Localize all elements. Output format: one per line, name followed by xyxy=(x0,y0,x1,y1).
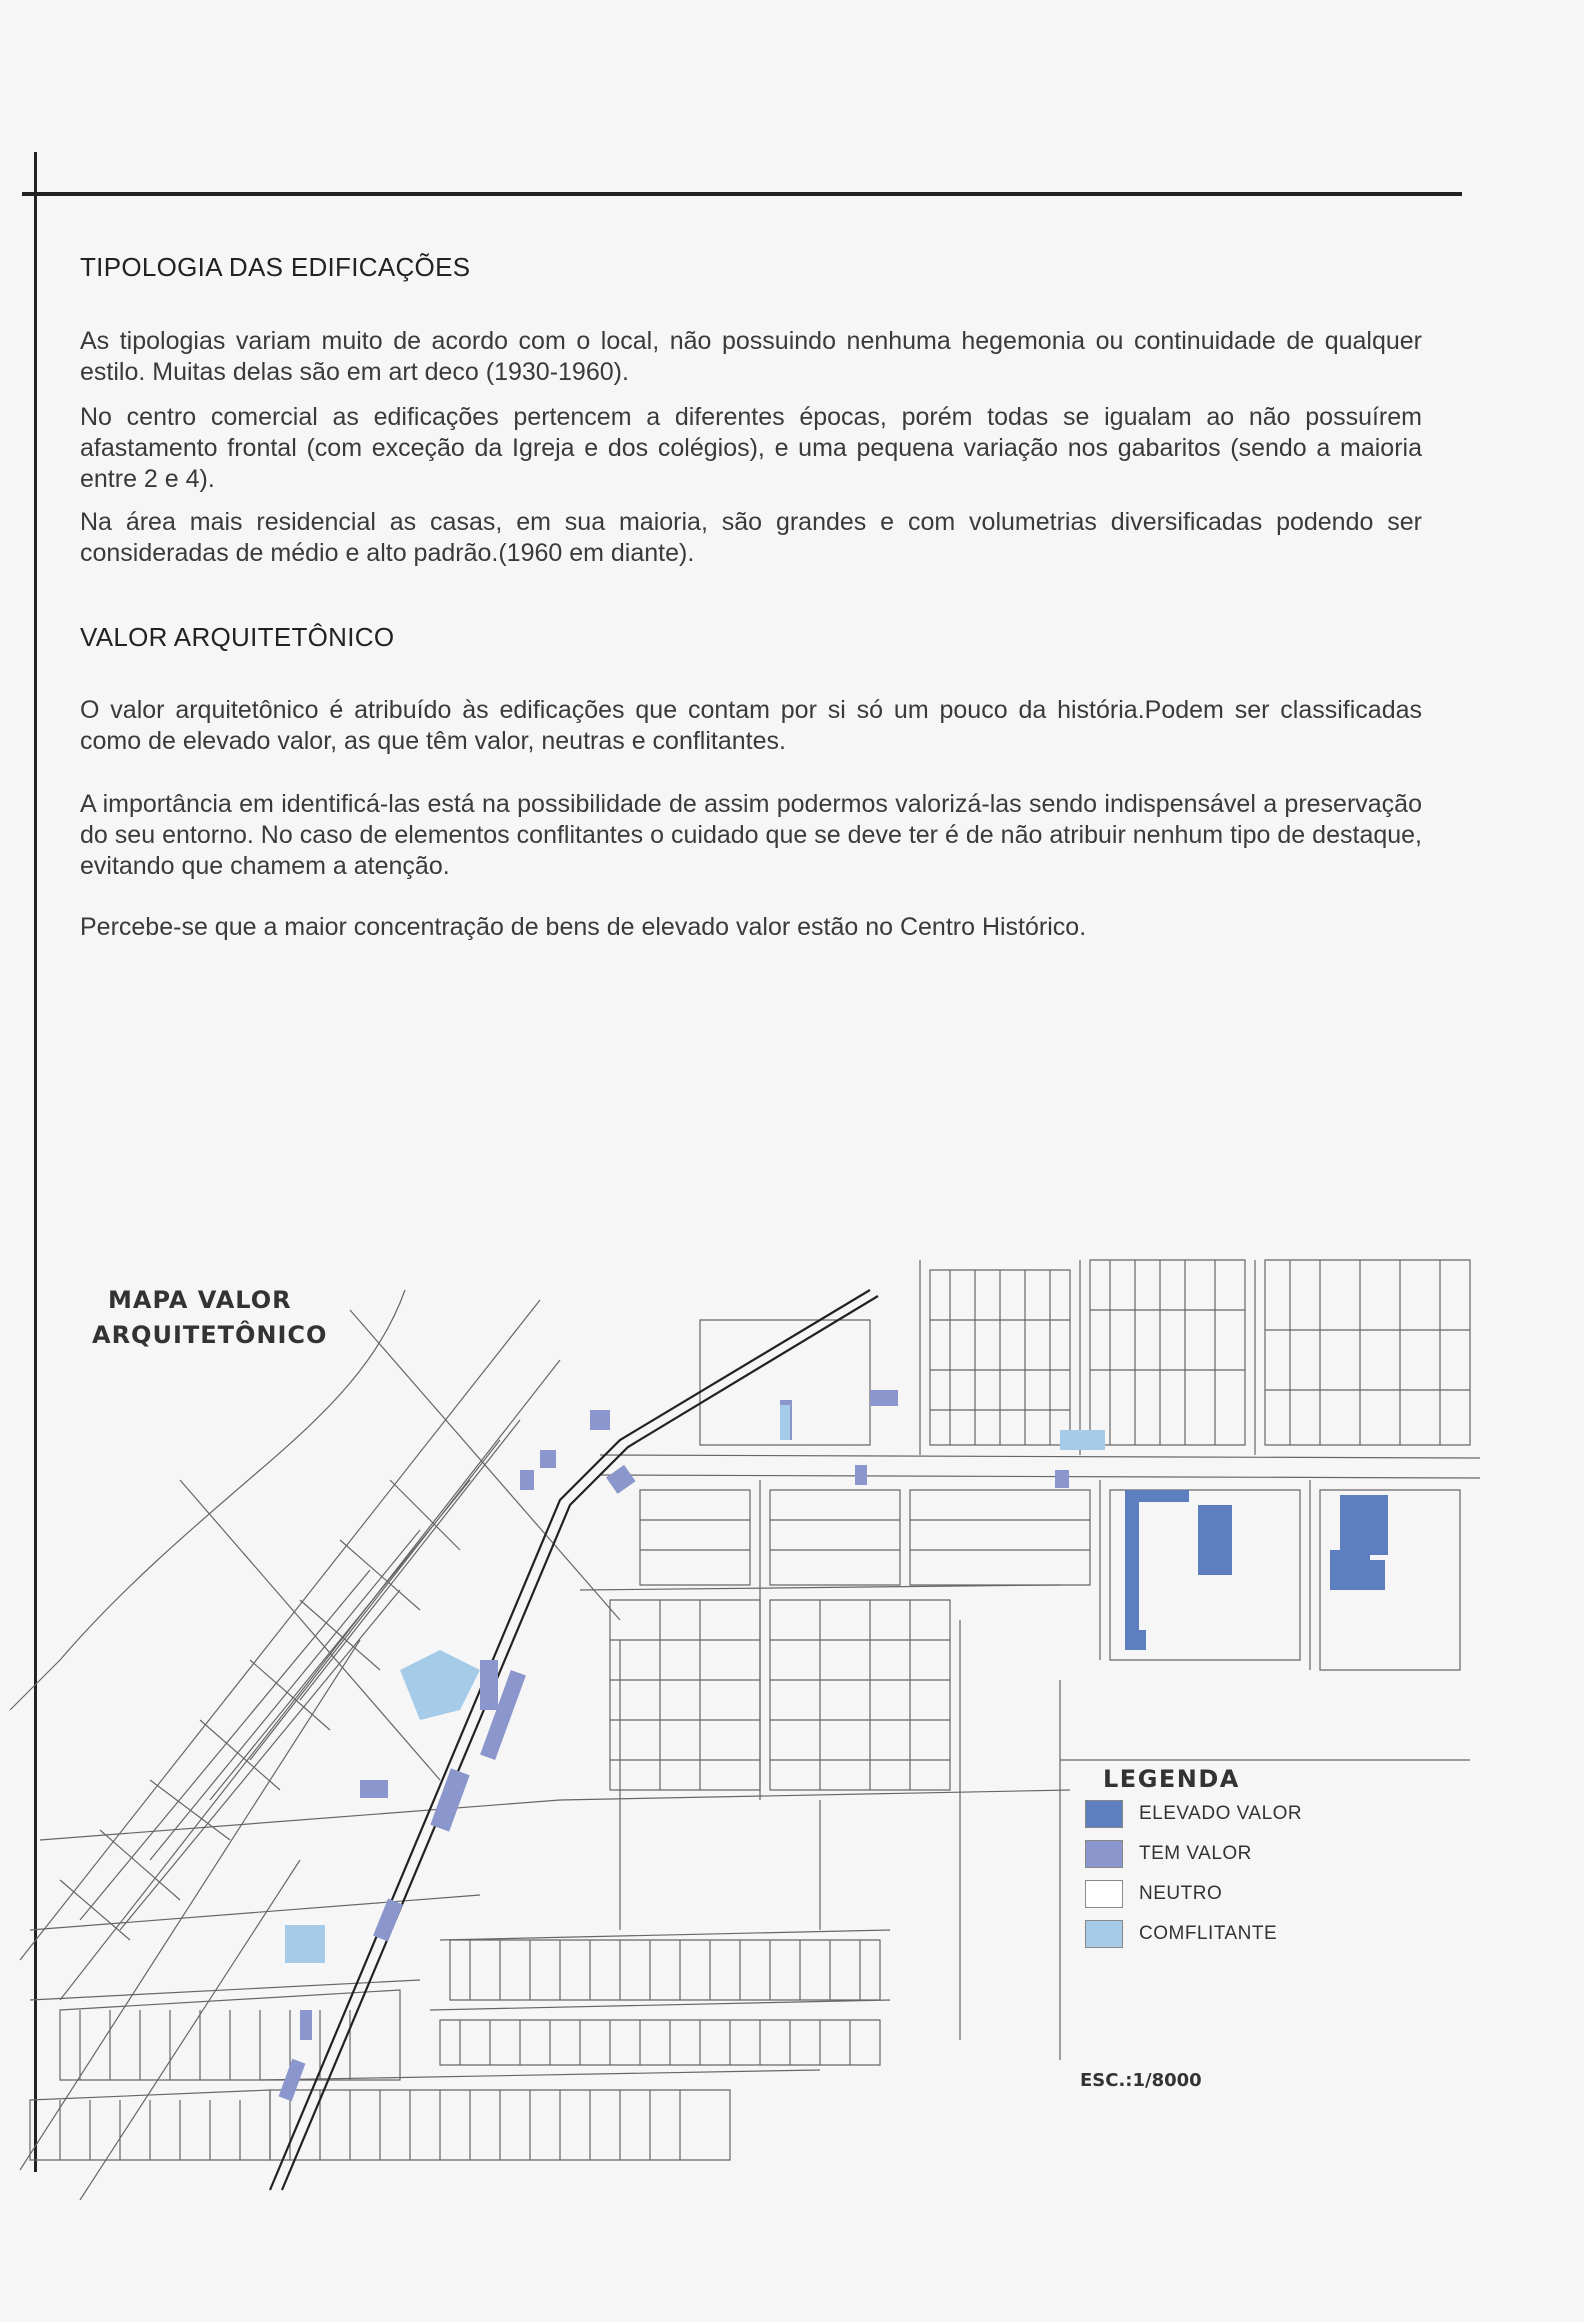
section-heading-tipologia: TIPOLOGIA DAS EDIFICAÇÕES xyxy=(80,252,471,282)
paragraph: A importância em identificá-las está na possibilidade de assim podermos valorizá-las sendo indispensável a preservação do seu entorno. No caso de elementos conflitantes o cuidado que se deve ter é de não atribuir nenhum tipo de destaque, evitando que chamem a atenção. xyxy=(80,790,1422,880)
paragraph: As tipologias variam muito de acordo com o local, não possuindo nenhuma hegemonia ou continuidade de qualquer estilo. Muitas delas são em art deco (1930-1960). xyxy=(80,327,1422,386)
legend-item xyxy=(1085,1875,1302,1913)
legend-swatch-neutro xyxy=(1085,1880,1123,1908)
legend-swatch-comflitante xyxy=(1085,1920,1123,1948)
legend-item xyxy=(1085,1915,1302,1953)
legend-label: NEUTRO xyxy=(1139,1883,1223,1904)
map-legend xyxy=(1085,1765,1302,1953)
legend-label: COMFLITANTE xyxy=(1139,1923,1278,1944)
map-linework xyxy=(10,1260,1480,2200)
map-title xyxy=(108,1286,292,1314)
comflitante-buildings xyxy=(285,1405,1105,1963)
section-heading-valor: VALOR ARQUITETÔNICO xyxy=(80,622,395,652)
legend-label: ELEVADO VALOR xyxy=(1139,1803,1303,1824)
paragraph: O valor arquitetônico é atribuído às edificações que contam por si só um pouco da história.Podem ser classificadas como de elevado valor, as que têm valor, neutras e conflitantes. xyxy=(80,696,1422,755)
map-title-line2: ARQUITETÔNICO xyxy=(92,1321,328,1349)
paragraph: No centro comercial as edificações pertencem a diferentes épocas, porém todas se igualam ao não possuírem afastamento frontal (com exceção da Igreja e dos colégios), e uma pequena variação nos gabaritos (sendo a maioria entre 2 e 4). xyxy=(80,403,1422,493)
top-rule xyxy=(22,192,1462,196)
legend-item xyxy=(1085,1795,1302,1833)
architectural-value-map xyxy=(0,1240,1584,2200)
paragraph: Percebe-se que a maior concentração de bens de elevado valor estão no Centro Histórico. xyxy=(80,913,1087,941)
elevado-valor-buildings xyxy=(1125,1490,1388,1650)
legend-swatch-tem-valor xyxy=(1085,1840,1123,1868)
legend-swatch-elevado xyxy=(1085,1800,1123,1828)
map-scale: ESC.:1/8000 xyxy=(1080,2070,1202,2091)
legend-item xyxy=(1085,1835,1302,1873)
map-title-line1: MAPA VALOR xyxy=(108,1286,292,1314)
map-title-2 xyxy=(92,1321,327,1349)
legend-title: LEGENDA xyxy=(1103,1765,1240,1793)
paragraph: Na área mais residencial as casas, em sua maioria, são grandes e com volumetrias diversificadas podendo ser consideradas de médio e alto padrão.(1960 em diante). xyxy=(80,508,1422,567)
legend-label: TEM VALOR xyxy=(1139,1843,1252,1864)
